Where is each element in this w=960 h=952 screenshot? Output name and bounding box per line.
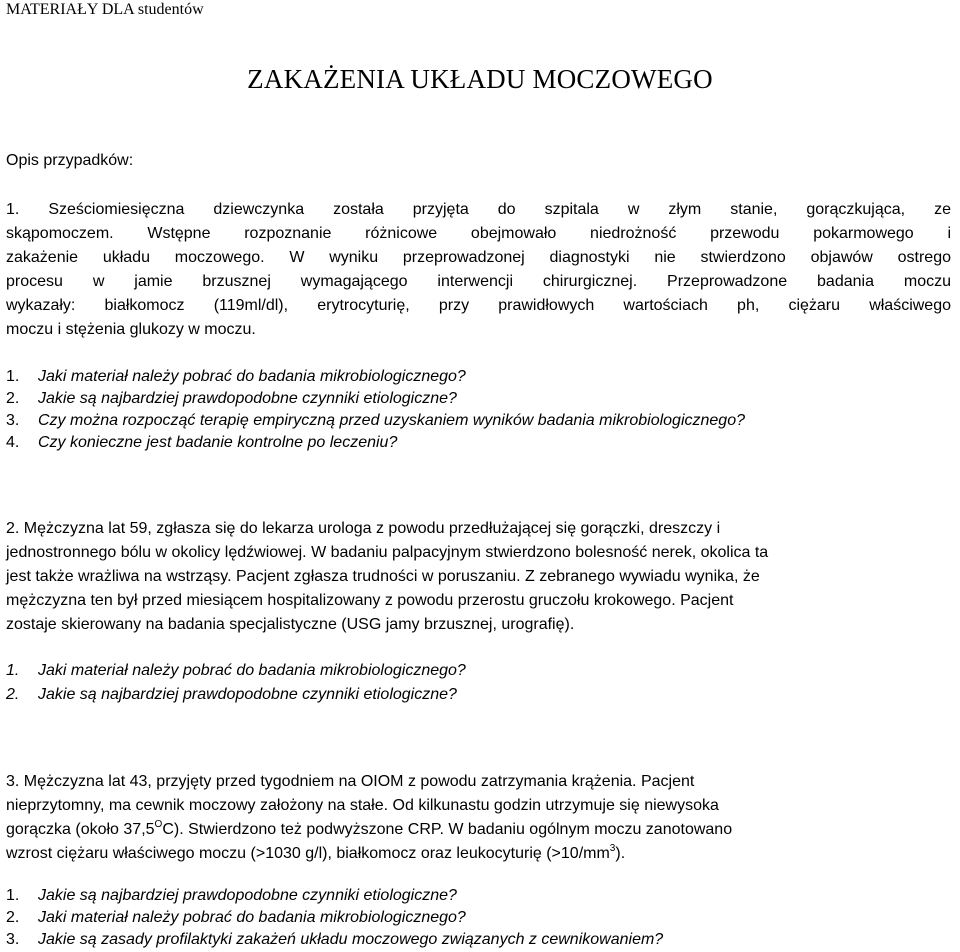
- case3-question-3: [6, 930, 663, 950]
- document-header: MATERIAŁY DLA studentów: [6, 1, 204, 18]
- case1-line-4: procesu w jamie brzusznej wymagającego interwencji chirurgicznej. Przeprowadzone badania moczu: [6, 273, 951, 290]
- case3-question-1: [6, 886, 457, 906]
- cubic-superscript: 3: [609, 843, 616, 854]
- case3-line-4-pre: wzrost ciężaru właściwego moczu (>1030 g/l), białkomocz oraz leukocyturię (>10/mm: [6, 845, 610, 862]
- case3-line-4: [6, 844, 625, 864]
- case3-line-2: nieprzytomny, ma cewnik moczowy założony na stałe. Od kilkunastu godzin utrzymuje się niewysoka: [6, 797, 719, 814]
- question-text: Jaki materiał należy pobrać do badania mikrobiologicznego?: [38, 909, 466, 926]
- case1-line-3: zakażenie układu moczowego. W wyniku przeprowadzonej diagnostyki nie stwierdzono objawów ostrego: [6, 249, 951, 266]
- case3-line-3-pre: gorączka (około 37,5: [6, 821, 155, 838]
- case3-line-4-post: ).: [615, 845, 626, 862]
- question-text: Jakie są najbardziej prawdopodobne czynniki etiologiczne?: [38, 887, 457, 904]
- case1-question-3: [6, 411, 745, 431]
- question-number: 2.: [6, 390, 20, 407]
- question-number: 1.: [6, 662, 20, 679]
- case3-line-3-post: C). Stwierdzono też podwyższone CRP. W badaniu ogólnym moczu zanotowano: [162, 821, 733, 838]
- question-number: 4.: [6, 434, 20, 451]
- case2-line-1: 2. Mężczyzna lat 59, zgłasza się do lekarza urologa z powodu przedłużającej się gorączki, dreszczy i: [6, 520, 721, 537]
- question-number: 2.: [6, 686, 20, 703]
- question-number: 1.: [6, 887, 20, 904]
- case3-question-2: [6, 908, 466, 928]
- question-number: 2.: [6, 909, 20, 926]
- case2-line-4: mężczyzna ten był przed miesiącem hospitalizowany z powodu przerostu gruczołu krokowego. Pacjent: [6, 592, 734, 609]
- case3-line-3: [6, 820, 732, 840]
- case1-line-2: skąpomoczem. Wstępne rozpoznanie różnicowe obejmowało niedrożność przewodu pokarmowego i: [6, 225, 951, 242]
- question-number: 3.: [6, 931, 20, 948]
- question-text: Jaki materiał należy pobrać do badania mikrobiologicznego?: [38, 368, 466, 385]
- case1-question-1: [6, 367, 466, 387]
- case2-question-1: [6, 661, 466, 681]
- case1-question-4: [6, 433, 397, 453]
- document-title: ZAKAŻENIA UKŁADU MOCZOWEGO: [247, 64, 713, 94]
- case3-line-1: 3. Mężczyzna lat 43, przyjęty przed tygodniem na OIOM z powodu zatrzymania krążenia. Pacjent: [6, 773, 695, 790]
- degree-superscript: O: [154, 819, 163, 830]
- case2-question-2: [6, 685, 457, 705]
- case2-line-2: jednostronnego bólu w okolicy lędźwiowej. W badaniu palpacyjnym stwierdzono bolesność nerek, okolica ta: [6, 544, 769, 561]
- question-text: Jakie są najbardziej prawdopodobne czynniki etiologiczne?: [38, 686, 457, 703]
- case2-line-5: zostaje skierowany na badania specjalistyczne (USG jamy brzusznej, urografię).: [6, 616, 575, 633]
- case1-line-1: 1. Sześciomiesięczna dziewczynka została przyjęta do szpitala w złym stanie, gorączkująca, ze: [6, 201, 951, 218]
- case1-line-6: moczu i stężenia glukozy w moczu.: [6, 321, 256, 338]
- question-text: Jakie są zasady profilaktyki zakażeń układu moczowego związanych z cewnikowaniem?: [38, 931, 664, 948]
- question-text: Jaki materiał należy pobrać do badania mikrobiologicznego?: [38, 662, 466, 679]
- case1-question-2: [6, 389, 457, 409]
- question-text: Czy można rozpocząć terapię empiryczną przed uzyskaniem wyników badania mikrobiologicznego?: [38, 412, 745, 429]
- case1-line-5: wykazały: białkomocz (119ml/dl), erytrocyturię, przy prawidłowych wartościach ph, ciężaru właściwego: [6, 297, 951, 314]
- case2-line-3: jest także wrażliwa na wstrząsy. Pacjent zgłasza trudności w poruszaniu. Z zebranego wywiadu wynika, że: [6, 568, 760, 585]
- question-text: Czy konieczne jest badanie kontrolne po leczeniu?: [38, 434, 398, 451]
- section-subtitle: Opis przypadków:: [6, 152, 134, 169]
- question-number: 3.: [6, 412, 20, 429]
- question-text: Jakie są najbardziej prawdopodobne czynniki etiologiczne?: [38, 390, 457, 407]
- question-number: 1.: [6, 368, 20, 385]
